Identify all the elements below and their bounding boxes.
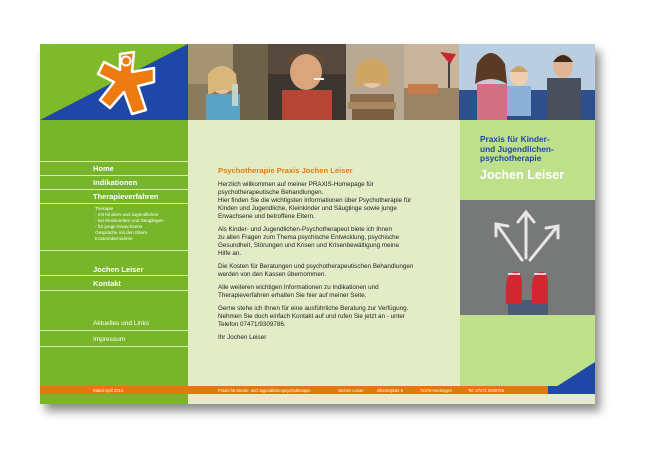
paragraph-signature: Ihr Jochen Leiser bbox=[218, 334, 267, 341]
paragraph-contact: Gerne stehe ich Ihnen für eine ausführliche Beratung zur Verfügung. Nehmen Sie doch einfach Kontakt auf und rufen Sie jetzt an - unter Telefon 07471/9309786. bbox=[218, 305, 409, 328]
nav-sub-kleinkinder[interactable]: - bei Kleinkindern und Säuglingen bbox=[95, 218, 164, 223]
paragraph-welcome: Herzlich willkommen auf meiner PRAXIS-Homepage für psychotherapeutische Behandlungen. Hier finden Sie die wichtigsten Informationen über Psychotherapie für Kinden und Jugendliche, Kleinkinder und Säuglinge sowie junge Erwachsene und betroffene Eltern. bbox=[218, 181, 412, 220]
nav-divider bbox=[40, 275, 188, 276]
nav-item-home[interactable]: Home bbox=[93, 164, 114, 173]
footer-overlay bbox=[40, 386, 595, 394]
footer-praxis: Praxis für Kinder- und Jugendlichenpsychotherapie bbox=[218, 387, 311, 393]
content-text bbox=[218, 181, 454, 347]
photo-girl-with-bottle bbox=[188, 44, 268, 120]
footer-phone: Tel. 07471 9309786 bbox=[468, 387, 504, 393]
page-title: Psychotherapie Praxis Jochen Leiser bbox=[218, 166, 353, 175]
nav-divider bbox=[40, 290, 188, 291]
paragraph-therapist: Als Kinder- und Jugendlichen-Psychotherapeut biete ich Ihnen zu allen Fragen zum Thema psychische Entwicklung, psychische Gesundheit, Störungen und Krisen und Krisenbewältigung meine Hilfe an. bbox=[218, 226, 400, 257]
paragraph-info: Alle weiteren wichtigen Informationen zu Indikationen und Therapieverfahren erhalten Sie hier auf meiner Seite. bbox=[218, 284, 379, 299]
logo-area[interactable] bbox=[40, 44, 188, 120]
paragraph-costs: Die Kosten für Beratungen und psychotherapeutischen Behandlungen werden von den Kassen übernommen. bbox=[218, 263, 414, 278]
nav-sub-eltern[interactable]: Gespräche mit den Eltern bbox=[95, 230, 148, 235]
nav-sub-kinder[interactable]: - mit Kindern und Jugendlichen bbox=[95, 212, 159, 217]
footer-city: 72379 Hechingen bbox=[420, 387, 453, 393]
nav-item-therapieverfahren[interactable]: Therapieverfahren bbox=[93, 192, 159, 201]
photo-feet-arrows bbox=[460, 200, 595, 315]
nav-sub-erwachsene[interactable]: - für junge Erwachsene bbox=[95, 224, 143, 229]
page-frame bbox=[40, 44, 595, 404]
nav-divider bbox=[40, 250, 188, 251]
nav-divider bbox=[40, 203, 188, 204]
right-column bbox=[460, 120, 595, 392]
main-content bbox=[188, 120, 460, 392]
practice-owner-name: Jochen Leiser bbox=[480, 168, 565, 182]
sidebar-nav bbox=[40, 120, 188, 392]
nav-item-kontakt[interactable]: Kontakt bbox=[93, 279, 121, 288]
sidebar-bottom-strip bbox=[40, 394, 188, 404]
footer-stand: Stand April 2014 bbox=[93, 387, 124, 393]
star-logo-icon bbox=[96, 50, 160, 116]
photo-girl-with-books bbox=[346, 44, 404, 120]
nav-item-impressum[interactable]: Impressum bbox=[93, 336, 126, 343]
nav-divider bbox=[40, 330, 188, 331]
nav-divider bbox=[40, 189, 188, 190]
photo-boy-with-cigarette bbox=[268, 44, 346, 120]
header-photo-strip bbox=[188, 44, 595, 120]
nav-item-aktuelles[interactable]: Aktuelles und Links bbox=[93, 320, 150, 327]
nav-divider bbox=[40, 175, 188, 176]
footer-name: Jochen Leiser bbox=[338, 387, 364, 393]
photo-lamp-desk bbox=[404, 44, 459, 120]
nav-divider bbox=[40, 161, 188, 162]
footer-street: Obertorplatz 5 bbox=[377, 387, 403, 393]
nav-sub-kosten[interactable]: Kostenübernahme bbox=[95, 236, 133, 241]
nav-item-indikationen[interactable]: Indikationen bbox=[93, 178, 138, 187]
photo-mother-with-children bbox=[459, 44, 595, 120]
nav-sub-therapie[interactable]: Therapie bbox=[95, 206, 114, 211]
practice-title: Praxis für Kinder- und Jugendlichen- psychotherapie bbox=[480, 134, 554, 164]
nav-item-jochen-leiser[interactable]: Jochen Leiser bbox=[93, 265, 144, 274]
nav-divider bbox=[40, 346, 188, 347]
